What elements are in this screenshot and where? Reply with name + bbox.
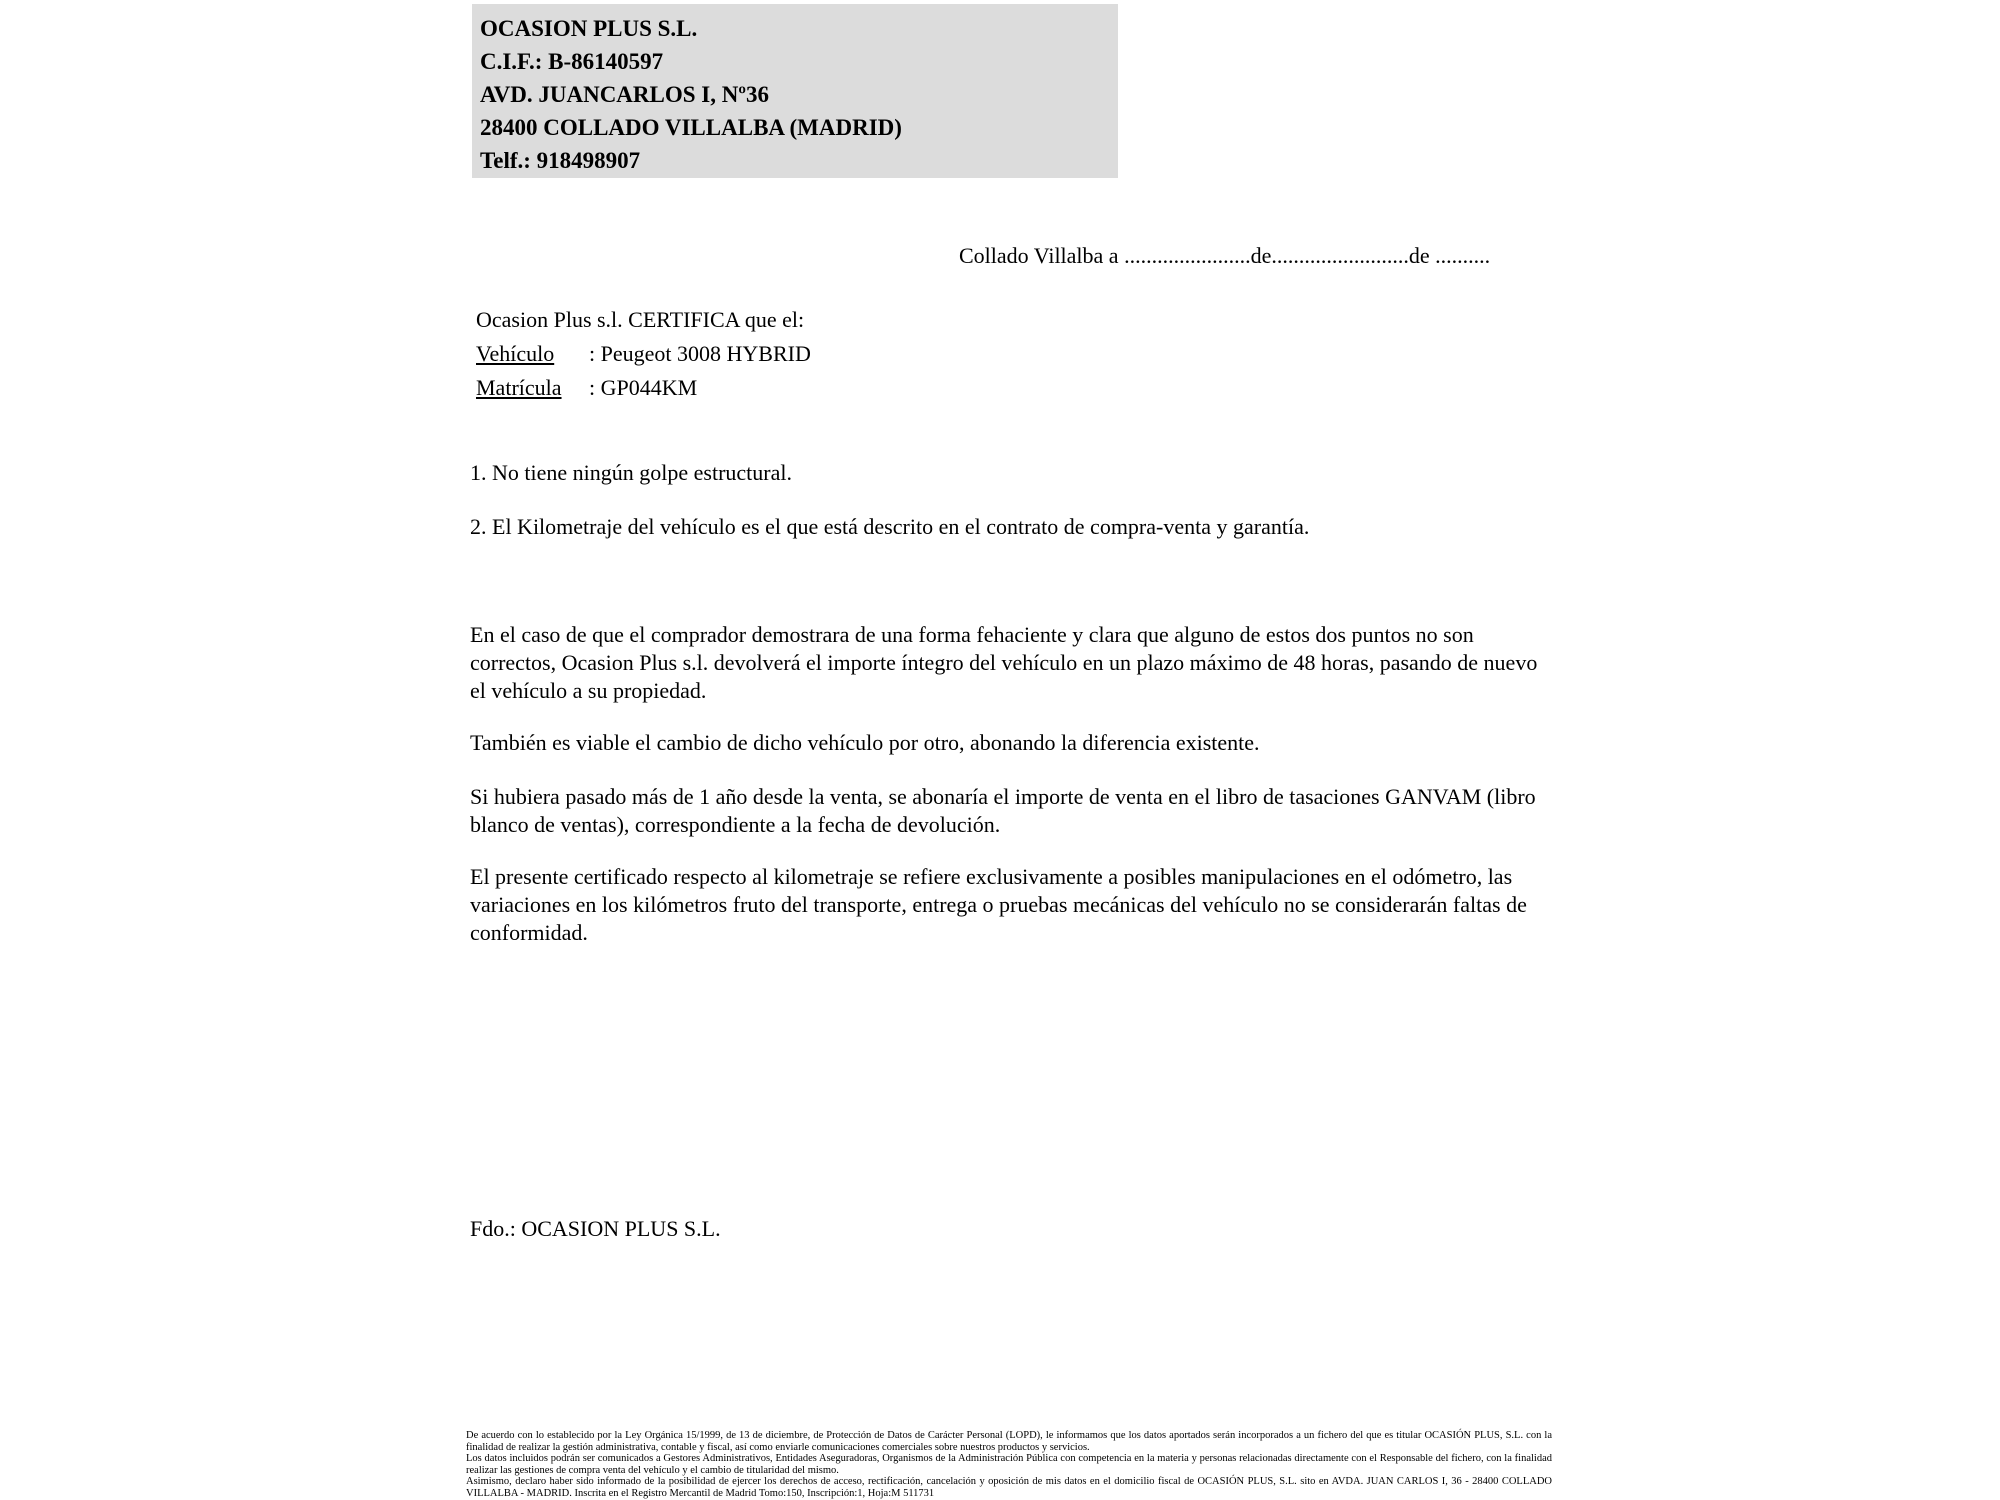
certification-block: [476, 303, 811, 405]
body-paragraph-refund: En el caso de que el comprador demostrara de una forma fehaciente y clara que alguno de estos dos puntos no son correctos, Ocasion Plus s.l. devolverá el importe íntegro del vehículo en un plazo máximo de 48 horas, pasando de nuevo el vehículo a su propiedad.: [470, 622, 1538, 703]
company-cif: C.I.F.: B-86140597: [480, 49, 664, 74]
legal-paragraph-lopd: De acuerdo con lo establecido por la Ley Orgánica 15/1999, de 13 de diciembre, de Protección de Datos de Carácter Personal (LOPD), le informamos que los datos aportados serán incorporados a un fichero del que es titular OCASIÓN PLUS, S.L. con la finalidad de realizar la gestión administrativa, contable y fiscal, así como enviarle comunicaciones comerciales sobre nuestros productos y servicios.: [466, 1430, 1552, 1453]
vehicle-label: Vehículo: [476, 341, 555, 366]
plate-label: Matrícula: [476, 375, 562, 400]
certified-point-2: 2. El Kilometraje del vehículo es el que está descrito en el contrato de compra-venta y garantía.: [470, 514, 1310, 539]
legal-paragraph-rights: Asimismo, declaro haber sido informado de la posibilidad de ejercer los derechos de acceso, rectificación, cancelación y oposición de mis datos en el domicilio fiscal de OCASIÓN PLUS, S.L. sito en AVDA. JUAN CARLOS I, 36 - 28400 COLLADO VILLALBA - MADRID. Inscrita en el Registro Mercantil de Madrid Tomo:150, Inscripción:1, Hoja:M 511731: [466, 1476, 1552, 1499]
body-paragraph-exchange: También es viable el cambio de dicho vehículo por otro, abonando la diferencia existente.: [470, 730, 1260, 755]
legal-footer: [466, 1430, 1552, 1499]
signature-line: Fdo.: OCASION PLUS S.L.: [470, 1216, 721, 1241]
certified-point-1: 1. No tiene ningún golpe estructural.: [470, 460, 792, 485]
company-address: AVD. JUANCARLOS I, Nº36: [480, 82, 769, 107]
company-header-block: [472, 4, 1118, 178]
company-phone: Telf.: 918498907: [480, 148, 641, 173]
plate-value: : GP044KM: [589, 375, 698, 400]
vehicle-row: [476, 337, 811, 371]
company-city: 28400 COLLADO VILLALBA (MADRID): [480, 115, 902, 140]
company-name: OCASION PLUS S.L.: [480, 16, 698, 41]
vehicle-value: : Peugeot 3008 HYBRID: [589, 341, 811, 366]
plate-row: [476, 371, 811, 405]
legal-paragraph-data-sharing: Los datos incluidos podrán ser comunicados a Gestores Administrativos, Entidades Aseguradoras, Organismos de la Administración Pública con competencia en la materia y personas relacionadas directamente con el Responsable del fichero, con la finalidad realizar las gestiones de compra venta del vehículo y el cambio de titularidad del mismo.: [466, 1453, 1552, 1476]
date-line: Collado Villalba a .......................de.........................de ..........: [959, 243, 1491, 268]
body-paragraph-ganvam: Si hubiera pasado más de 1 año desde la venta, se abonaría el importe de venta en el libro de tasaciones GANVAM (libro blanco de ventas), correspondiente a la fecha de devolución.: [470, 784, 1536, 837]
body-paragraph-odometer: El presente certificado respecto al kilometraje se refiere exclusivamente a posibles manipulaciones en el odómetro, las variaciones en los kilómetros fruto del transporte, entrega o pruebas mecánicas del vehículo no se considerarán faltas de conformidad.: [470, 864, 1527, 945]
certify-intro: Ocasion Plus s.l. CERTIFICA que el:: [476, 307, 805, 332]
